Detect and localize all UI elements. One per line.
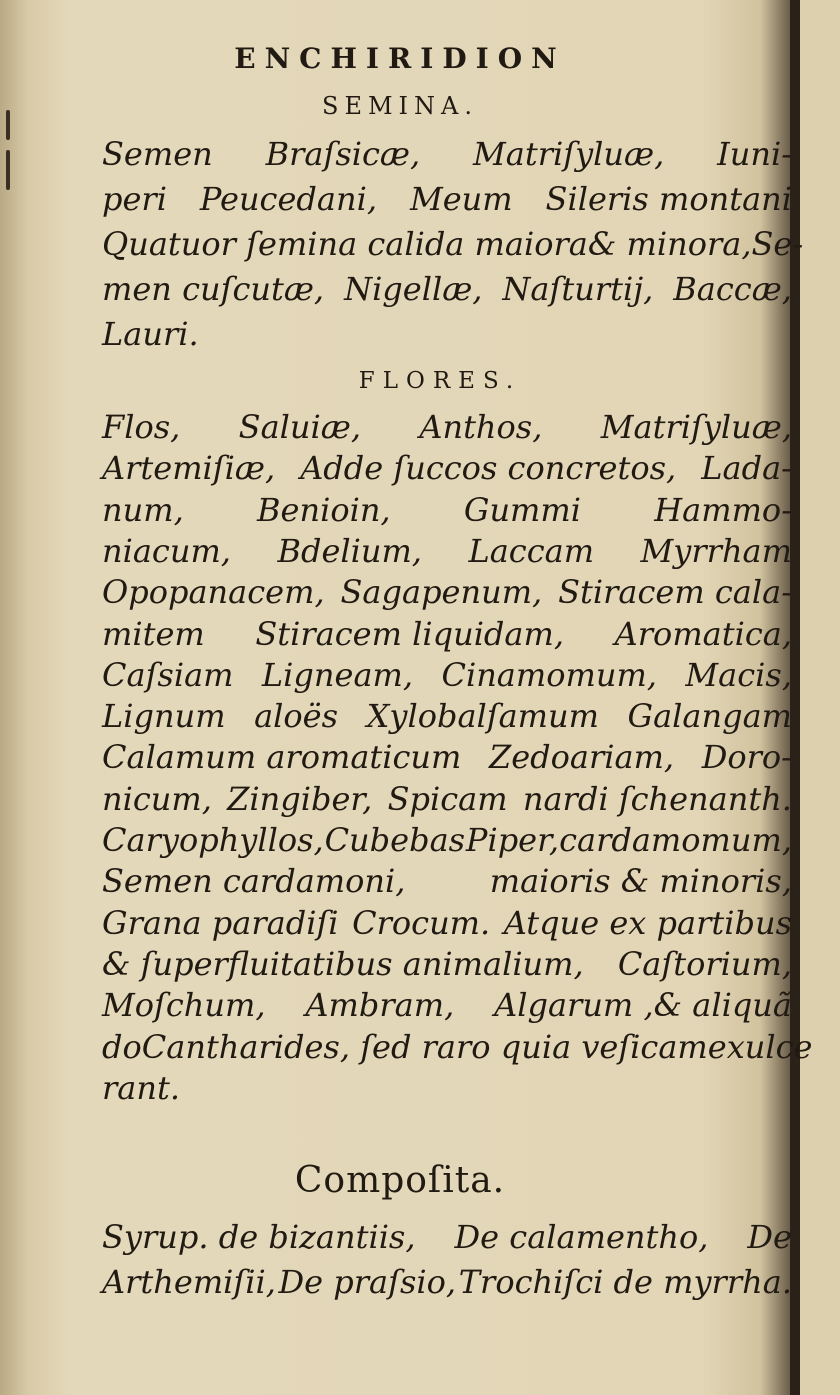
word: Lignum <box>102 697 226 736</box>
word: & minora, <box>587 225 752 263</box>
word: Flos, <box>102 408 181 446</box>
word: mitem <box>102 614 205 653</box>
word: Doro- <box>701 738 792 777</box>
word: Spicam <box>387 779 508 818</box>
word: rant. <box>102 1068 181 1107</box>
word: nardi ſchenanth. <box>522 779 792 818</box>
word: Caſsiam <box>102 655 234 694</box>
text-line <box>102 135 792 173</box>
text-line <box>102 1218 792 1256</box>
section-heading-composita: Compoſita. <box>294 1160 506 1201</box>
word: Sagapenum, <box>340 573 543 612</box>
word: Caſtorium, <box>617 944 792 983</box>
word: Se- <box>751 225 804 263</box>
text-line <box>102 697 792 735</box>
text-line <box>102 1027 813 1066</box>
word: Artemiſiæ, <box>102 449 276 488</box>
word: Stiracem cala- <box>558 573 792 612</box>
word: Baccæ, <box>673 270 792 308</box>
word: Crocum. <box>352 903 491 942</box>
word: Syrup. de bizantiis, <box>102 1218 416 1256</box>
word: Sileris montani <box>545 180 792 218</box>
text-line <box>102 315 792 353</box>
word: De calamentho, <box>454 1218 709 1256</box>
word: Algarum ,& aliquã <box>494 986 792 1025</box>
word: Ambram, <box>305 986 455 1025</box>
word: Calamum aromaticum <box>102 738 462 777</box>
text-line <box>102 738 792 776</box>
word: Zedoariam, <box>488 738 675 777</box>
text-line <box>102 904 792 942</box>
word: Ligneam, <box>261 655 414 694</box>
text-line <box>102 615 792 653</box>
running-head: ENCHIRIDION <box>234 42 566 75</box>
word: Iuni- <box>717 135 792 173</box>
word: Quatuor ſemina calida maiora <box>102 225 588 263</box>
word: Saluiæ, <box>238 408 361 446</box>
word: Piper,cardamomum, <box>465 821 792 859</box>
word: Xylobalſamum <box>366 697 599 736</box>
gutter-mark <box>6 150 10 190</box>
word: De <box>747 1218 792 1256</box>
word: Aromatica, <box>614 614 792 653</box>
word: peri <box>102 180 167 218</box>
word: Gummi <box>463 490 581 529</box>
word: Atque ex partibus <box>503 903 792 942</box>
word: Naſturtij, <box>502 270 654 308</box>
text-line <box>102 1263 792 1301</box>
word: Matriſyluæ, <box>473 135 665 173</box>
text-line <box>102 491 792 529</box>
word: Benioin, <box>257 490 391 529</box>
text-line <box>102 821 792 859</box>
text-line <box>102 986 792 1024</box>
word: Cantharides, ſed raro quia veſicam <box>141 1027 708 1066</box>
word: Arthemiſii, <box>102 1263 276 1301</box>
word: niacum, <box>102 531 231 570</box>
word: do <box>102 1027 142 1066</box>
word: Myrrham <box>640 531 792 570</box>
word: Meum <box>409 180 513 218</box>
text-line <box>102 408 792 446</box>
word: Opopanacem, <box>102 573 325 612</box>
text-line <box>102 270 792 308</box>
word: Moſchum, <box>102 986 266 1025</box>
section-heading-flores: FLORES. <box>358 368 522 394</box>
word: Bdelium, <box>277 531 422 570</box>
word: Laccam <box>468 531 595 570</box>
text-line <box>102 180 792 218</box>
word: Braſsicæ, <box>265 135 421 173</box>
text-line <box>102 532 792 570</box>
word: Galangam <box>627 697 792 736</box>
word: Cinamomum, <box>441 655 657 694</box>
word: Nigellæ, <box>344 270 483 308</box>
word: Zingiber, <box>227 779 373 818</box>
word: & ſuperfluitatibus animalium, <box>102 944 584 983</box>
word: Matriſyluæ, <box>600 408 792 446</box>
word: Trochiſci de myrrha. <box>458 1263 792 1301</box>
text-line <box>102 449 792 487</box>
word: Cubebas <box>324 821 466 859</box>
text-line <box>102 780 792 818</box>
word: nicum, <box>102 779 212 818</box>
text-line <box>102 225 804 263</box>
word: Lada- <box>701 449 792 488</box>
text-line <box>102 573 792 611</box>
word: aloës <box>254 697 339 736</box>
word: num, <box>102 490 184 529</box>
text-line <box>102 862 792 900</box>
word: Semen cardamoni, <box>102 862 406 901</box>
word: De praſsio, <box>278 1263 457 1301</box>
word: maioris & minoris, <box>489 862 792 901</box>
word: Grana paradiſi <box>102 903 339 942</box>
text-line <box>102 1069 792 1107</box>
word: Adde ſuccos concretos, <box>300 449 677 488</box>
word: Semen <box>102 135 213 173</box>
word: men cuſcutæ, <box>102 270 325 308</box>
word: exulce <box>707 1027 813 1066</box>
word: Hammo- <box>654 490 792 529</box>
text-line <box>102 656 792 694</box>
word: Macis, <box>685 655 792 694</box>
word: Anthos, <box>419 408 543 446</box>
section-heading-semina: SEMINA. <box>322 92 478 120</box>
word: Caryophyllos, <box>102 821 324 859</box>
word: Lauri. <box>102 315 199 353</box>
word: Stiracem liquidam, <box>255 614 564 653</box>
word: Peucedani, <box>199 180 377 218</box>
text-line <box>102 945 792 983</box>
